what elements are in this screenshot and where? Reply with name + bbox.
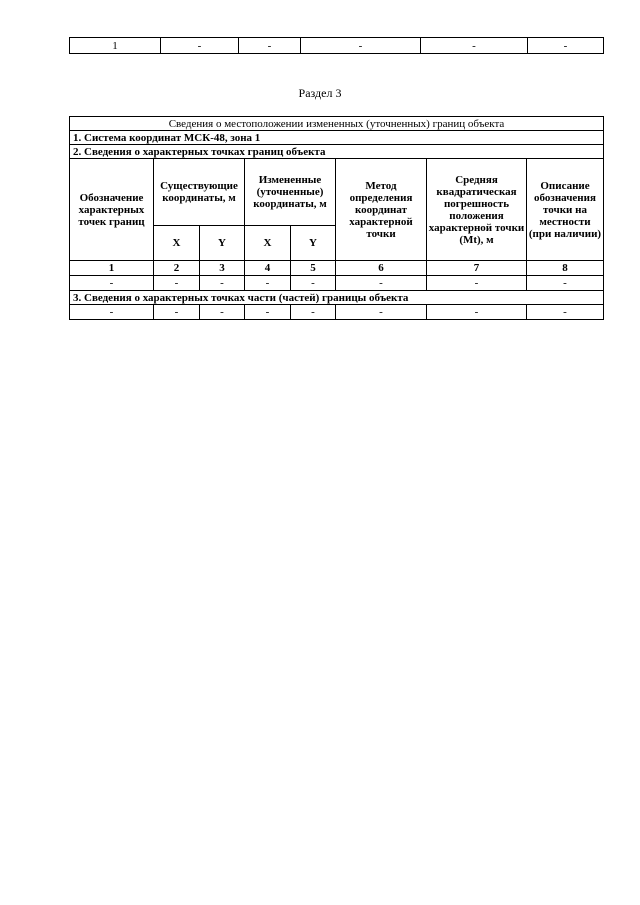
table-cell: - <box>336 276 427 291</box>
header-designation: Обозначение характерных точек границ <box>70 159 154 261</box>
table-cell: - <box>70 305 154 320</box>
header-row <box>70 159 604 226</box>
points-section-label: 2. Сведения о характерных точках границ объекта <box>70 145 604 159</box>
table-cell: - <box>336 305 427 320</box>
column-number: 8 <box>527 261 604 276</box>
parts-section-label: 3. Сведения о характерных точках части (частей) границы объекта <box>70 291 604 305</box>
table-cell: - <box>245 276 291 291</box>
previous-table-fragment <box>69 37 604 54</box>
table-row <box>70 305 604 320</box>
table-cell: - <box>528 38 604 54</box>
column-number: 1 <box>70 261 154 276</box>
table-cell: - <box>200 305 245 320</box>
points-section-row <box>70 145 604 159</box>
table-title: Сведения о местоположении измененных (уточненных) границ объекта <box>70 117 604 131</box>
table-row <box>70 38 604 54</box>
column-number: 4 <box>245 261 291 276</box>
table-cell: - <box>154 305 200 320</box>
header-mean-error: Средняя квадратическая погрешность положения характерной точки (Mt), м <box>427 159 527 261</box>
table-cell: - <box>291 305 336 320</box>
column-number: 6 <box>336 261 427 276</box>
header-y: Y <box>291 226 336 261</box>
coordinate-system-row <box>70 131 604 145</box>
table-title-row <box>70 117 604 131</box>
table-cell: - <box>161 38 239 54</box>
table-cell: - <box>301 38 421 54</box>
table-cell: - <box>200 276 245 291</box>
header-y: Y <box>200 226 245 261</box>
parts-section-row <box>70 291 604 305</box>
table-cell: - <box>239 38 301 54</box>
coordinate-system-label: 1. Система координат МСК-48, зона 1 <box>70 131 604 145</box>
section-title: Раздел 3 <box>298 86 342 100</box>
table-cell: - <box>427 276 527 291</box>
table-cell: - <box>421 38 528 54</box>
table-cell: - <box>527 276 604 291</box>
header-changed-coords: Измененные (уточненные) координаты, м <box>245 159 336 226</box>
column-number: 7 <box>427 261 527 276</box>
boundary-points-table <box>69 116 604 320</box>
column-number: 3 <box>200 261 245 276</box>
column-number: 5 <box>291 261 336 276</box>
header-method: Метод определения координат характерной точки <box>336 159 427 261</box>
header-x: X <box>154 226 200 261</box>
column-numbers-row <box>70 261 604 276</box>
table-cell: - <box>291 276 336 291</box>
table-cell: 1 <box>70 38 161 54</box>
table-row <box>70 276 604 291</box>
table-cell: - <box>245 305 291 320</box>
column-number: 2 <box>154 261 200 276</box>
header-x: X <box>245 226 291 261</box>
table-cell: - <box>527 305 604 320</box>
table-cell: - <box>70 276 154 291</box>
table-cell: - <box>154 276 200 291</box>
header-existing-coords: Существующие координаты, м <box>154 159 245 226</box>
header-description: Описание обозначения точки на местности (при наличии) <box>527 159 604 261</box>
table-cell: - <box>427 305 527 320</box>
